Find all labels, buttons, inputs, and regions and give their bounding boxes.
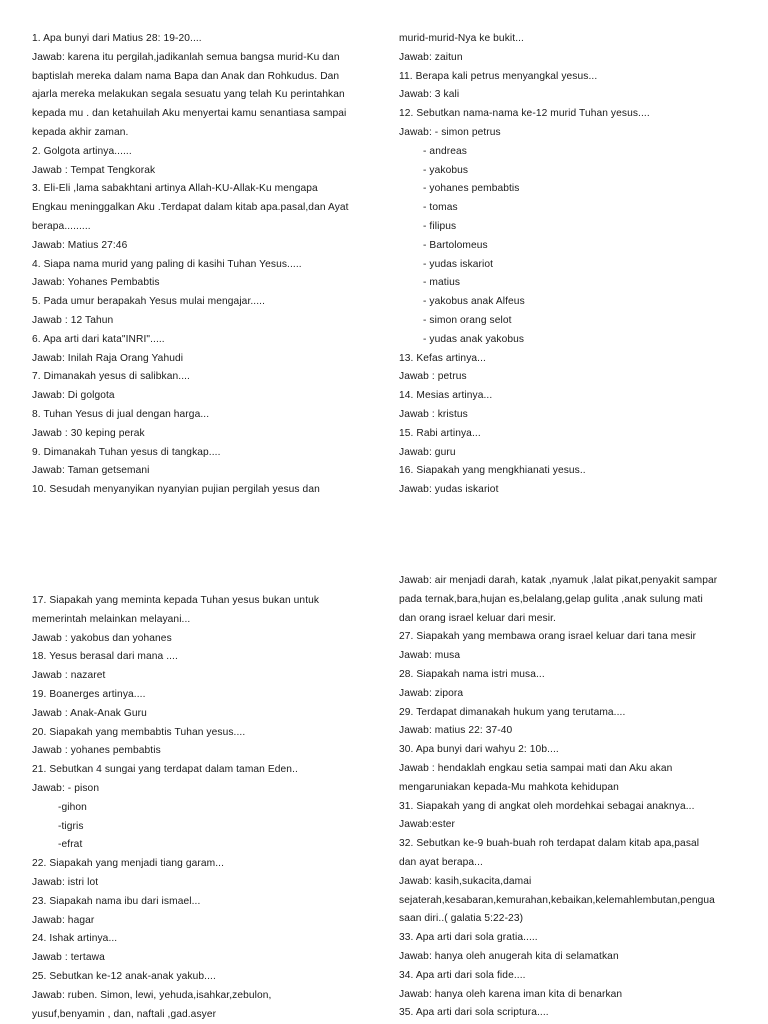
text-line: -efrat xyxy=(58,839,83,851)
text-line: kepada mu . dan ketahuilah Aku menyertai kamu senantiasa sampai xyxy=(32,108,347,120)
text-line: berapa......... xyxy=(32,220,91,232)
text-line: Jawab: - pison xyxy=(32,782,100,794)
text-line: Jawab: hanya oleh anugerah kita di selamatkan xyxy=(399,950,619,962)
text-line: 24. Ishak artinya... xyxy=(32,933,118,945)
text-line: memerintah melainkan melayani... xyxy=(32,613,191,625)
text-line: 4. Siapa nama murid yang paling di kasihi Tuhan Yesus..... xyxy=(32,258,302,270)
page1-left-column xyxy=(32,30,372,500)
text-line: 23. Siapakah nama ibu dari ismael... xyxy=(32,895,201,907)
text-line: - yudas iskariot xyxy=(423,258,494,270)
text-line: 13. Kefas artinya... xyxy=(399,352,486,364)
text-line: Jawab : 30 keping perak xyxy=(32,427,145,439)
text-line: Jawab : 12 Tahun xyxy=(32,314,114,326)
text-line: 30. Apa bunyi dari wahyu 2: 10b.... xyxy=(399,744,559,756)
text-line: 28. Siapakah nama istri musa... xyxy=(399,668,545,680)
text-line: pada ternak,bara,hujan es,belalang,gelap gulita ,anak sulung mati xyxy=(399,593,703,605)
text-line: murid-murid-Nya ke bukit... xyxy=(399,33,524,44)
text-line: Jawab: ruben. Simon, lewi, yehuda,isahkar,zebulon, xyxy=(32,989,272,1001)
text-line: Jawab: zaitun xyxy=(399,51,463,63)
text-line: Jawab: Inilah Raja Orang Yahudi xyxy=(32,352,184,364)
text-line: 19. Boanerges artinya.... xyxy=(32,688,146,700)
text-line: Jawab : tertawa xyxy=(32,952,105,964)
text-line: Jawab : Anak-Anak Guru xyxy=(32,707,147,719)
text-line: 2. Golgota artinya...... xyxy=(32,145,132,157)
text-line: Jawab: karena itu pergilah,jadikanlah semua bangsa murid-Ku dan xyxy=(32,51,340,63)
text-line: - filipus xyxy=(423,220,457,232)
text-line: Jawab : nazaret xyxy=(32,670,106,682)
text-line: kepada akhir zaman. xyxy=(32,126,129,138)
text-line: Jawab: musa xyxy=(399,650,461,662)
text-line: 14. Mesias artinya... xyxy=(399,390,493,402)
text-line: 25. Sebutkan ke-12 anak-anak yakub.... xyxy=(32,970,216,982)
text-line: - simon orang selot xyxy=(423,314,512,326)
text-line: 11. Berapa kali petrus menyangkal yesus... xyxy=(399,70,598,82)
text-line: Jawab: Matius 27:46 xyxy=(32,239,128,251)
text-line: Jawab : Tempat Tengkorak xyxy=(32,164,156,176)
text-line: -tigris xyxy=(58,820,84,832)
text-line: 34. Apa arti dari sola fide.... xyxy=(399,969,526,981)
text-line: 22. Siapakah yang menjadi tiang garam... xyxy=(32,858,225,870)
text-line: 7. Dimanakah yesus di salibkan.... xyxy=(32,371,190,383)
text-line: 32. Sebutkan ke-9 buah-buah roh terdapat dalam kitab apa,pasal xyxy=(399,838,700,850)
text-line: - yakobus xyxy=(423,164,469,176)
text-line: Jawab : yakobus dan yohanes xyxy=(32,632,172,644)
text-line: 31. Siapakah yang di angkat oleh mordehkai sebagai anaknya... xyxy=(399,800,695,812)
text-line: 29. Terdapat dimanakah hukum yang terutama.... xyxy=(399,706,626,718)
text-line: 16. Siapakah yang mengkhianati yesus.. xyxy=(399,465,586,477)
text-line: baptislah mereka dalam nama Bapa dan Anak dan Rohkudus. Dan xyxy=(32,70,340,82)
text-line: - yakobus anak Alfeus xyxy=(423,296,525,308)
text-line: - andreas xyxy=(423,145,467,157)
text-line: Engkau meninggalkan Aku .Terdapat dalam kitab apa.pasal,dan Ayat xyxy=(32,202,349,214)
text-line: Jawab : petrus xyxy=(399,371,467,383)
text-line: 8. Tuhan Yesus di jual dengan harga... xyxy=(32,408,210,420)
text-line: - matius xyxy=(423,277,461,289)
text-line: Jawab: Taman getsemani xyxy=(32,465,150,477)
text-line: dan ayat berapa... xyxy=(399,856,483,868)
text-line: Jawab: istri lot xyxy=(32,876,99,888)
page1-right-column xyxy=(399,30,739,500)
text-line: - Bartolomeus xyxy=(423,239,488,251)
text-line: Jawab: kasih,sukacita,damai xyxy=(399,875,532,887)
text-line: Jawab: zipora xyxy=(399,687,464,699)
text-line: 18. Yesus berasal dari mana .... xyxy=(32,651,178,663)
text-line: dan orang israel keluar dari mesir. xyxy=(399,612,556,624)
text-line: Jawab: - simon petrus xyxy=(399,126,501,138)
text-line: Jawab:ester xyxy=(399,819,456,831)
text-line: yusuf,benyamin , dan, naftali ,gad.asyer xyxy=(32,1008,217,1020)
text-line: Jawab: air menjadi darah, katak ,nyamuk ,lalat pikat,penyakit sampar xyxy=(399,575,718,586)
text-line: -gihon xyxy=(58,801,87,813)
text-line: 9. Dimanakah Tuhan yesus di tangkap.... xyxy=(32,446,221,458)
text-line: 35. Apa arti dari sola scriptura.... xyxy=(399,1007,549,1019)
text-line: Jawab: Di golgota xyxy=(32,390,115,402)
text-line: Jawab: hanya oleh karena iman kita di benarkan xyxy=(399,988,623,1000)
text-line: mengaruniakan kepada-Mu mahkota kehidupan xyxy=(399,781,619,793)
text-line: Jawab: Yohanes Pembabtis xyxy=(32,277,160,289)
text-line: saan diri..( galatia 5:22-23) xyxy=(399,913,524,925)
text-line: 20. Siapakah yang membabtis Tuhan yesus.... xyxy=(32,726,246,738)
text-line: ajarla mereka melakukan segala sesuatu yang telah Ku perintahkan xyxy=(32,89,345,101)
text-line: 10. Sesudah menyanyikan nyanyian pujian pergilah yesus dan xyxy=(32,484,320,496)
text-line: Jawab: hagar xyxy=(32,914,95,926)
text-line: 21. Sebutkan 4 sungai yang terdapat dalam taman Eden.. xyxy=(32,764,298,776)
text-line: Jawab: yudas iskariot xyxy=(399,484,499,496)
text-line: 1. Apa bunyi dari Matius 28: 19-20.... xyxy=(32,33,202,44)
text-line: 27. Siapakah yang membawa orang israel keluar dari tana mesir xyxy=(399,631,697,643)
text-line: 17. Siapakah yang meminta kepada Tuhan yesus bukan untuk xyxy=(32,595,320,606)
text-line: 5. Pada umur berapakah Yesus mulai mengajar..... xyxy=(32,296,266,308)
text-line: Jawab : yohanes pembabtis xyxy=(32,745,161,757)
text-line: - yohanes pembabtis xyxy=(423,183,520,195)
text-line: Jawab : kristus xyxy=(399,408,468,420)
text-line: - tomas xyxy=(423,202,458,214)
text-line: sejaterah,kesabaran,kemurahan,kebaikan,kelemahlembutan,pengua xyxy=(399,894,715,906)
text-line: Jawab: 3 kali xyxy=(399,89,460,101)
text-line: 15. Rabi artinya... xyxy=(399,427,481,439)
text-line: Jawab: guru xyxy=(399,446,456,458)
page2-left-column xyxy=(32,592,372,1024)
text-line: 33. Apa arti dari sola gratia..... xyxy=(399,932,538,944)
text-line: 12. Sebutkan nama-nama ke-12 murid Tuhan yesus.... xyxy=(399,108,650,120)
text-line: Jawab: matius 22: 37-40 xyxy=(399,725,513,737)
text-line: 3. Eli-Eli ,lama sabakhtani artinya Allah-KU-Allak-Ku mengapa xyxy=(32,183,318,195)
text-line: - yudas anak yakobus xyxy=(423,333,525,345)
text-line: Jawab : hendaklah engkau setia sampai mati dan Aku akan xyxy=(399,762,673,774)
page2-right-column xyxy=(399,572,744,1023)
text-line: 6. Apa arti dari kata"INRI"..... xyxy=(32,333,165,345)
